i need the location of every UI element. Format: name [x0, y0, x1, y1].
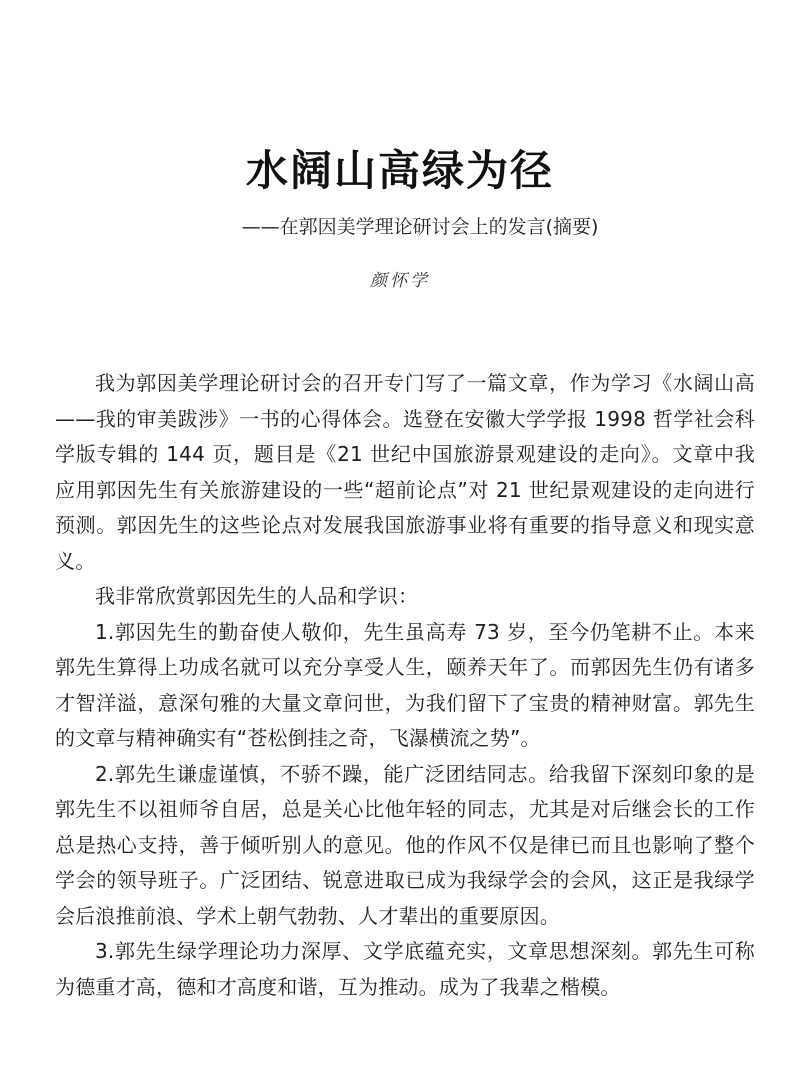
paragraph: 2.郭先生谦虚谨慎，不骄不躁，能广泛团结同志。给我留下深刻印象的是郭先生不以祖师爷自居，总是关心比他年轻的同志，尤其是对后继会长的工作总是热心支持，善于倾听别人的意见。他的作风不仅是律已而且也影响了整个学会的领导班子。广泛团结、锐意进取已成为我绿学会的会风，这正是我绿学会后浪推前浪、学术上朝气勃勃、人才辈出的重要原因。 [55, 761, 755, 928]
article-author: 颜怀学 [370, 271, 430, 291]
article-subtitle: ——在郭因美学理论研讨会上的发言(摘要) [241, 216, 599, 238]
article-title: 水阔山高绿为径 [245, 146, 554, 195]
paragraph: 1.郭因先生的勤奋使人敬仰，先生虽高寿 73 岁，至今仍笔耕不止。本来郭先生算得上功成名就可以充分享受人生，颐养天年了。而郭因先生仍有诸多才智洋溢，意深句雅的大量文章问世，为我们留下了宝贵的精神财富。郭先生的文章与精神确实有“苍松倒挂之奇，飞瀑横流之势”。 [55, 619, 755, 750]
paragraph: 我非常欣赏郭因先生的人品和学识： [95, 584, 419, 608]
paragraph: 我为郭因美学理论研讨会的召开专门写了一篇文章，作为学习《水阔山高——我的审美跋涉》一书的心得体会。选登在安徽大学学报 1998 哲学社会科学版专辑的 144 页，题目是《21 世纪中国旅游景观建设的走向》。文章中我应用郭因先生有关旅游建设的一些“超前论点”对 21 世纪景观建设的走向进行预测。郭因先生的这些论点对发展我国旅游事业将有重要的指导意义和现实意义。 [55, 371, 755, 573]
paragraph: 3.郭先生绿学理论功力深厚、文学底蕴充实，文章思想深刻。郭先生可称为德重才高，德和才高度和谐，互为推动。成为了我辈之楷模。 [55, 939, 755, 999]
article-body [55, 366, 755, 1005]
